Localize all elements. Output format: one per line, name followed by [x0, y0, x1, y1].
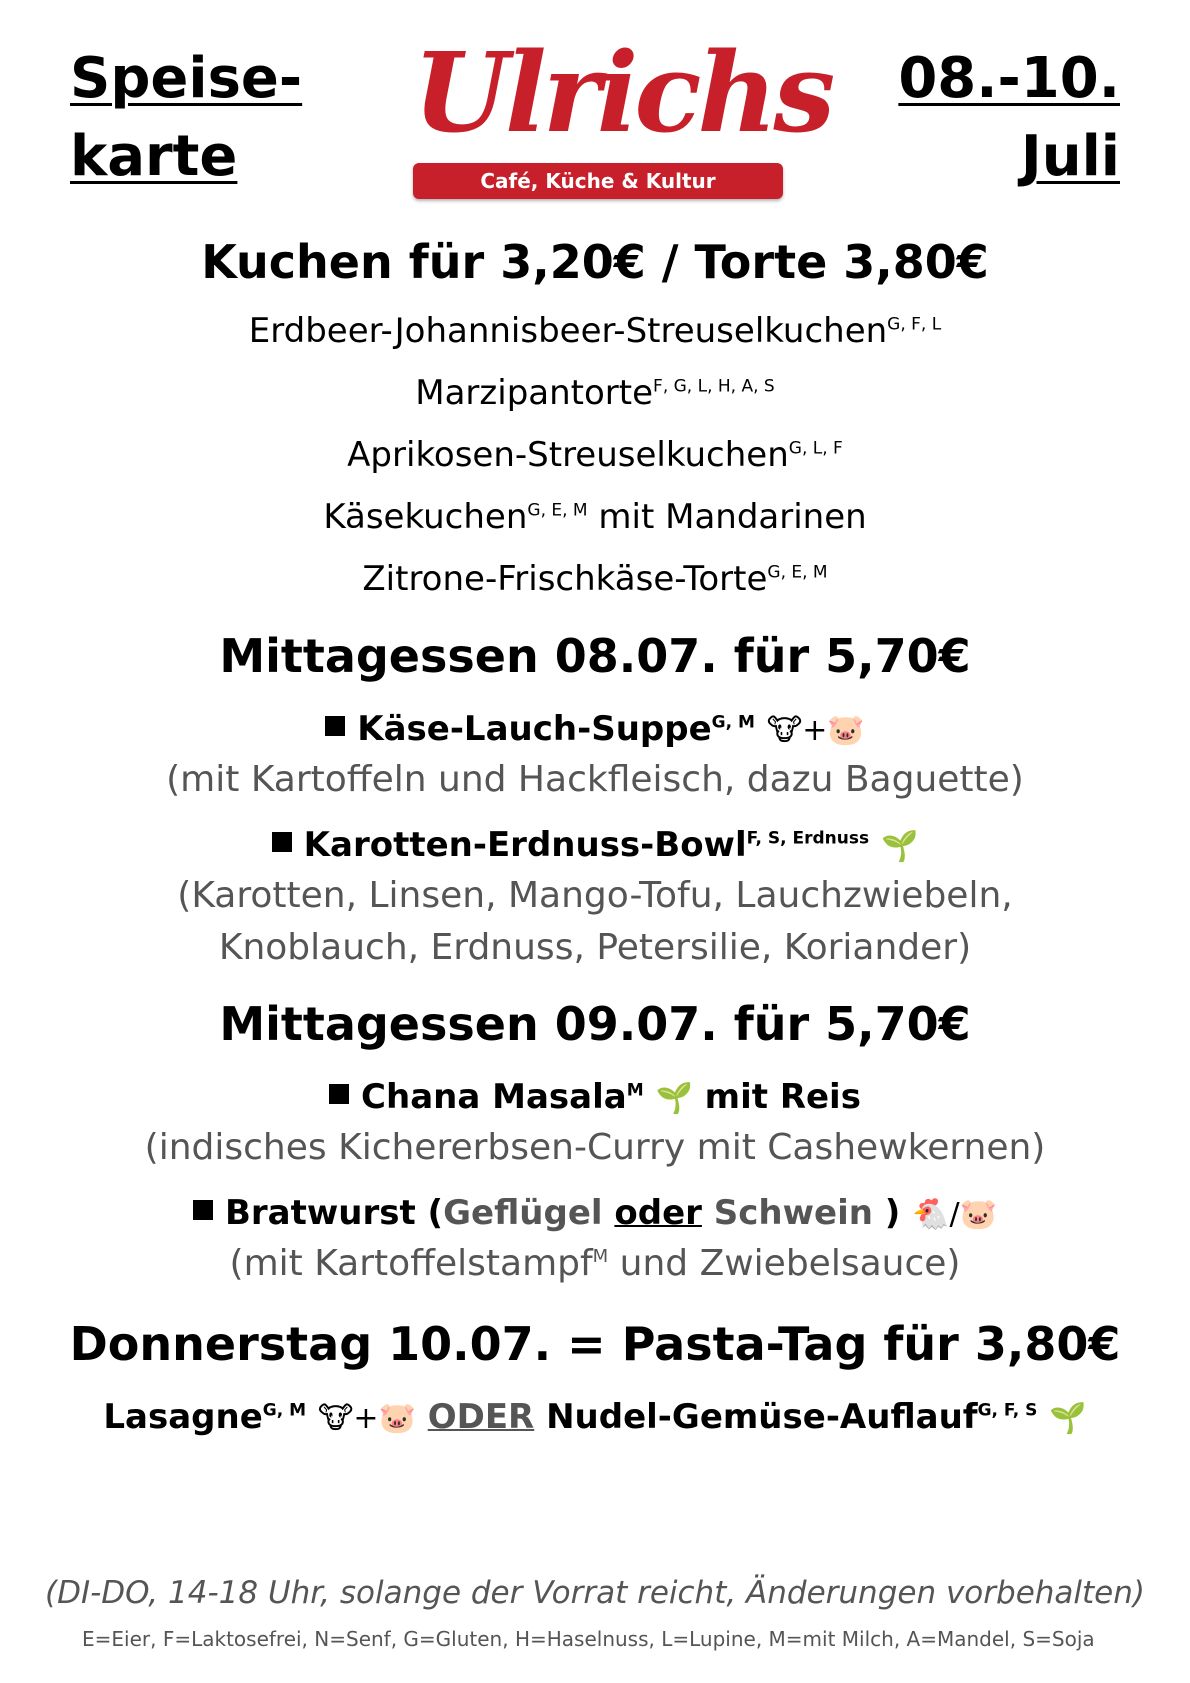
- bullet-square-icon: [193, 1200, 213, 1220]
- dish-desc: (Karotten, Linsen, Mango-Tofu, Lauchzwiebeln,: [177, 875, 1013, 916]
- dish-suffix: mit Reis: [692, 1077, 861, 1117]
- logo-script: Ulrichs: [413, 28, 832, 157]
- date-range-line1: 08.-10.: [898, 46, 1120, 111]
- dish-bratwurst: [0, 1190, 1190, 1238]
- cake-item: [0, 308, 1190, 354]
- dish-chana: [0, 1074, 1190, 1122]
- cow-pig-icon: 🐮+🐷: [766, 713, 865, 748]
- allergen-sup: G, M: [711, 712, 755, 733]
- bullet-square-icon: [325, 716, 345, 736]
- menu-title-line1: Speise-: [70, 46, 303, 111]
- cake-name: Aprikosen-Streuselkuchen: [347, 435, 789, 475]
- cakes-heading: Kuchen für 3,20€ / Torte 3,80€: [201, 235, 989, 289]
- allergen-sup: F, S, Erdnuss: [746, 828, 870, 849]
- date-range: [898, 40, 1120, 196]
- dish-desc: (indisches Kichererbsen-Curry mit Cashewkernen): [144, 1127, 1046, 1168]
- cake-suffix: mit Mandarinen: [587, 497, 867, 537]
- dish-name: Käse-Lauch-Suppe: [357, 709, 712, 749]
- allergen-sup: G, M: [262, 1400, 307, 1421]
- seedling-icon: 🌱: [655, 1081, 693, 1116]
- lunch1-heading: Mittagessen 08.07. für 5,70€: [219, 629, 971, 683]
- cake-item: [0, 370, 1190, 416]
- menu-title: [70, 40, 302, 196]
- lunch2-heading: Mittagessen 09.07. für 5,70€: [219, 997, 971, 1051]
- cow-pig-icon: 🐮+🐷: [317, 1401, 416, 1436]
- availability-note: (DI-DO, 14-18 Uhr, solange der Vorrat reicht, Änderungen vorbehalten): [45, 1575, 1145, 1611]
- or-word: oder: [614, 1193, 702, 1233]
- logo-tagline: Café, Küche & Kultur: [413, 163, 783, 199]
- dish-name: Karotten-Erdnuss-Bowl: [303, 825, 747, 865]
- menu-title-line2: karte: [70, 124, 238, 189]
- cake-name: Zitrone-Frischkäse-Torte: [362, 559, 768, 599]
- cake-name: Käsekuchen: [323, 497, 528, 537]
- bullet-square-icon: [272, 832, 292, 852]
- allergen-sup: G, F, S: [977, 1400, 1038, 1421]
- seedling-icon: 🌱: [1049, 1401, 1087, 1436]
- cake-item: [0, 556, 1190, 602]
- dish-bowl: [0, 822, 1190, 870]
- dish-desc: Knoblauch, Erdnuss, Petersilie, Koriander): [218, 927, 972, 968]
- allergen-sup: F, G, L, H, A, S: [653, 376, 775, 397]
- allergen-sup: G, E, M: [527, 500, 588, 521]
- close-paren: ): [872, 1193, 901, 1233]
- menu-body: [0, 230, 1190, 1442]
- allergen-sup: G, L, F: [788, 438, 843, 459]
- cake-name: Erdbeer-Johannisbeer-Streuselkuchen: [248, 311, 888, 351]
- seedling-icon: 🌱: [880, 829, 919, 864]
- option-pork: Schwein: [713, 1193, 873, 1233]
- bullet-square-icon: [329, 1084, 349, 1104]
- ulrichs-logo: [413, 28, 832, 203]
- cake-item: [0, 494, 1190, 540]
- chicken-pig-icon: 🐔/🐷: [912, 1197, 998, 1232]
- desc-pre: (mit Kartoffelstampf: [229, 1243, 593, 1284]
- pasta-dishes: [0, 1394, 1190, 1442]
- cake-name: Marzipantorte: [415, 373, 654, 413]
- dish-name: Bratwurst (: [224, 1193, 444, 1233]
- allergen-sup: M: [592, 1246, 609, 1267]
- option-poultry: Geflügel: [443, 1193, 603, 1233]
- dish-desc: (mit Kartoffeln und Hackfleisch, dazu Baguette): [166, 759, 1024, 800]
- allergen-sup: G, E, M: [767, 562, 828, 583]
- dish-name: Chana Masala: [361, 1077, 627, 1117]
- dish-name: Lasagne: [103, 1397, 263, 1437]
- dish-desc: [0, 1238, 1190, 1290]
- dish-name: Nudel-Gemüse-Auflauf: [546, 1397, 978, 1437]
- date-range-line2: Juli: [1020, 124, 1120, 189]
- desc-post: und Zwiebelsauce): [608, 1243, 961, 1284]
- pasta-heading: Donnerstag 10.07. = Pasta-Tag für 3,80€: [69, 1317, 1121, 1371]
- or-word: ODER: [427, 1397, 535, 1437]
- dish-soup: [0, 706, 1190, 754]
- cake-item: [0, 432, 1190, 478]
- allergen-legend: E=Eier, F=Laktosefrei, N=Senf, G=Gluten, H=Haselnuss, L=Lupine, M=mit Milch, A=Mandel, S=Soja: [82, 1627, 1095, 1651]
- allergen-sup: M: [626, 1080, 644, 1101]
- allergen-sup: G, F, L: [887, 314, 942, 335]
